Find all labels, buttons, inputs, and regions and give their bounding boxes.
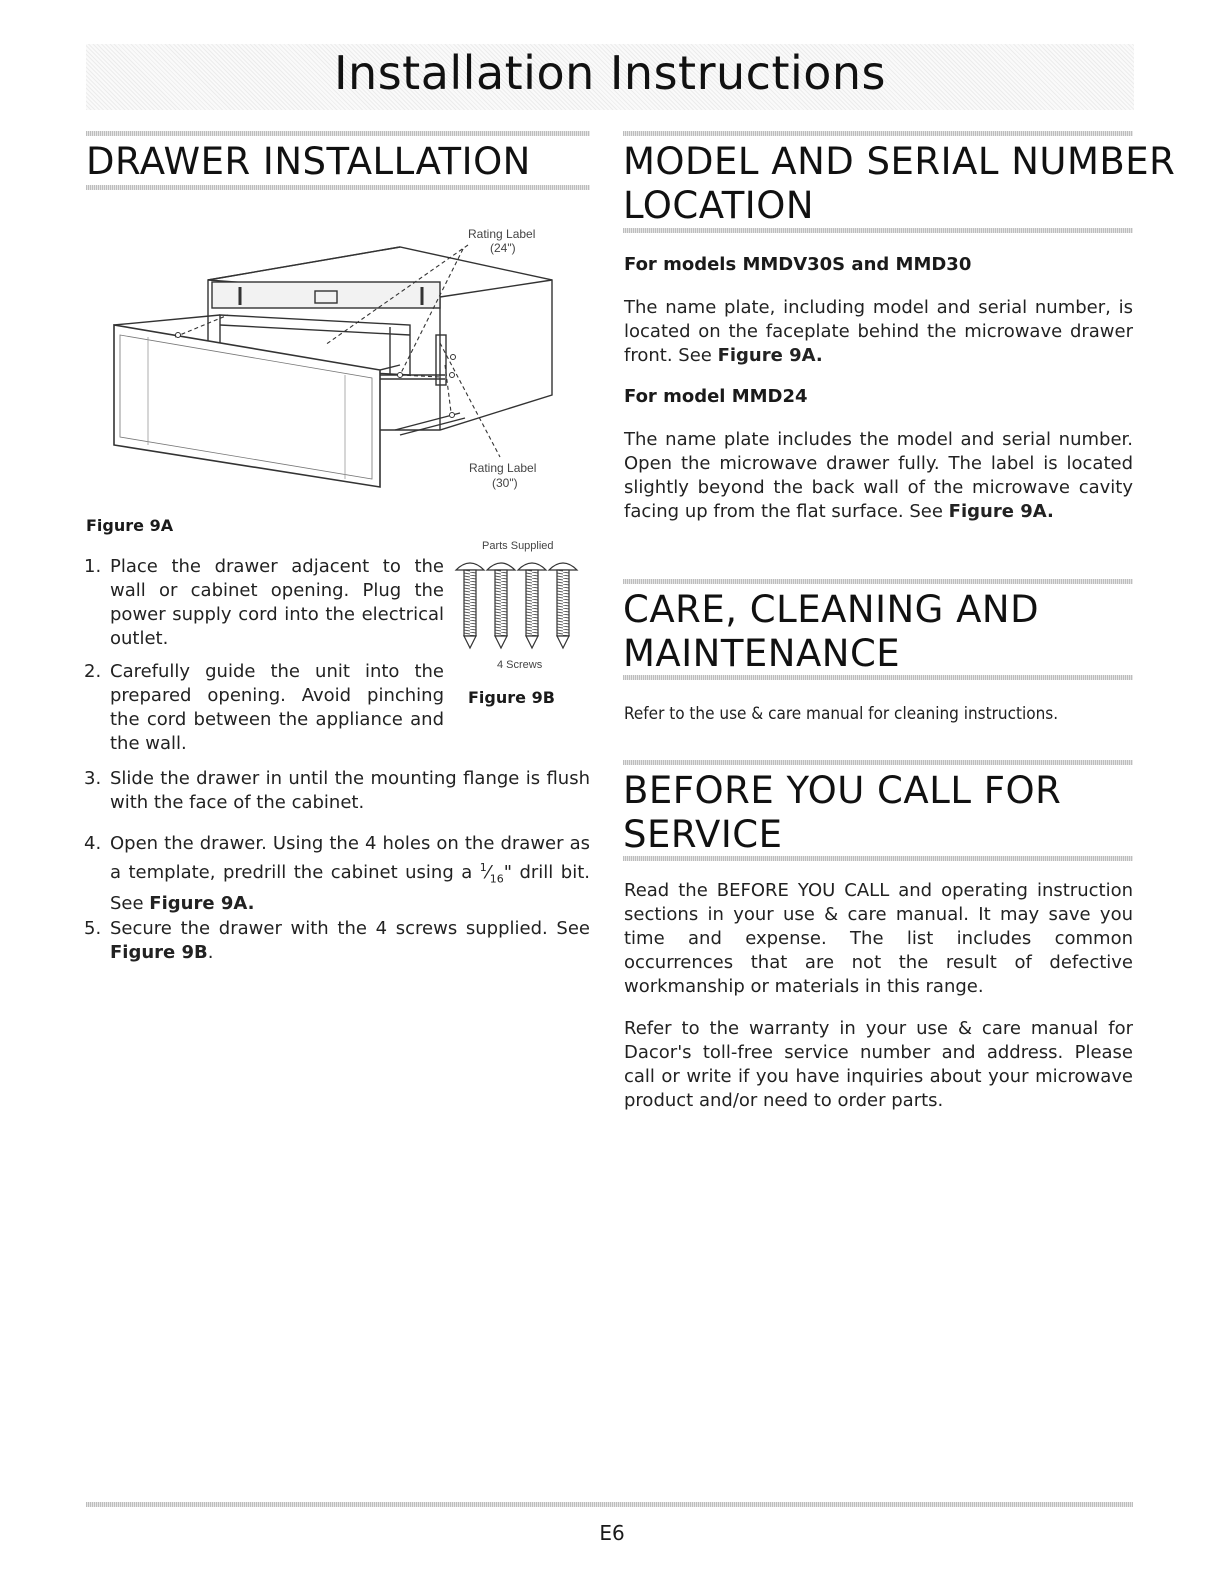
section-rule: [623, 131, 1133, 136]
section-rule: [623, 675, 1133, 680]
section-rule: [86, 185, 590, 190]
section-rule: [623, 856, 1133, 861]
screws-illustration: [452, 560, 582, 652]
step-text: Place the drawer adjacent to the wall or cabinet opening. Plug the power supply cord into the electrical outlet.: [110, 556, 444, 649]
step-number: 2.: [84, 661, 102, 682]
model-serial-paragraph-2: The name plate includes the model and serial number. Open the microwave drawer fully. The label is located slightly beyond the back wall of the microwave cavity facing up from the flat surface. See Figure 9A.: [624, 429, 1133, 522]
screws-count-label: 4 Screws: [497, 659, 543, 671]
step-text: Secure the drawer with the 4 screws supplied. See Figure 9B.: [110, 918, 590, 963]
step-number: 4.: [84, 833, 102, 854]
figure-9a-caption: Figure 9A: [86, 516, 174, 535]
service-paragraph-1: Read the BEFORE YOU CALL and operating instruction sections in your use & care manual. It may save you time and expense. The list includes common occurrences that are not the result of defective workmanship or materials in this range.: [624, 880, 1133, 997]
rating-label-24-text: Rating Label: [468, 227, 536, 241]
step-text: Carefully guide the unit into the prepared opening. Avoid pinching the cord between the appliance and the wall.: [110, 661, 444, 754]
rating-label-30-text: Rating Label: [469, 461, 537, 475]
section-rule: [623, 579, 1133, 584]
rating-label-24-size: (24"): [490, 241, 516, 255]
model-serial-paragraph-1: The name plate, including model and serial number, is located on the faceplate behind the microwave drawer front. See Figure 9A.: [624, 297, 1133, 366]
model-serial-heading-line1: MODEL AND SERIAL NUMBER: [623, 140, 1176, 183]
care-heading-line2: MAINTENANCE: [623, 632, 901, 675]
service-heading-line2: SERVICE: [623, 813, 783, 856]
section-rule: [623, 228, 1133, 233]
care-heading-line1: CARE, CLEANING AND: [623, 588, 1040, 631]
drawer-installation-heading: DRAWER INSTALLATION: [86, 140, 531, 183]
rating-label-30-size: (30"): [492, 476, 518, 490]
parts-supplied-label: Parts Supplied: [482, 540, 554, 552]
page-number: E6: [599, 1521, 625, 1545]
figure-9b-caption: Figure 9B: [468, 688, 555, 707]
model-mmd24-subheading: For model MMD24: [624, 386, 808, 407]
care-paragraph: Refer to the use & care manual for cleaning instructions.: [624, 704, 1059, 724]
figure-reference: Figure 9A.: [717, 345, 823, 366]
models-mmdv30s-subheading: For models MMDV30S and MMD30: [624, 254, 972, 275]
step-text: Slide the drawer in until the mounting flange is flush with the face of the cabinet.: [110, 768, 590, 813]
footer-rule: [86, 1502, 1133, 1507]
step-number: 3.: [84, 768, 102, 789]
step-number: 1.: [84, 556, 102, 577]
model-serial-heading-line2: LOCATION: [623, 184, 815, 227]
step-number: 5.: [84, 918, 102, 939]
section-rule: [623, 760, 1133, 765]
step-text: Open the drawer. Using the 4 holes on the drawer as a template, predrill the cabinet using a $^1⁄_{16}$" drill bit. See Figure 9A.: [110, 833, 590, 914]
service-paragraph-2: Refer to the warranty in your use & care manual for Dacor's toll-free service number and address. Please call or write if you have inquiries about your microwave product and/or need to order parts.: [624, 1018, 1133, 1111]
section-rule: [86, 131, 590, 136]
figure-reference: Figure 9B: [110, 942, 208, 963]
page-title: Installation Instructions: [333, 46, 887, 100]
service-heading-line1: BEFORE YOU CALL FOR: [623, 769, 1062, 812]
figure-reference: Figure 9A.: [948, 501, 1054, 522]
figure-reference: Figure 9A.: [149, 892, 255, 914]
